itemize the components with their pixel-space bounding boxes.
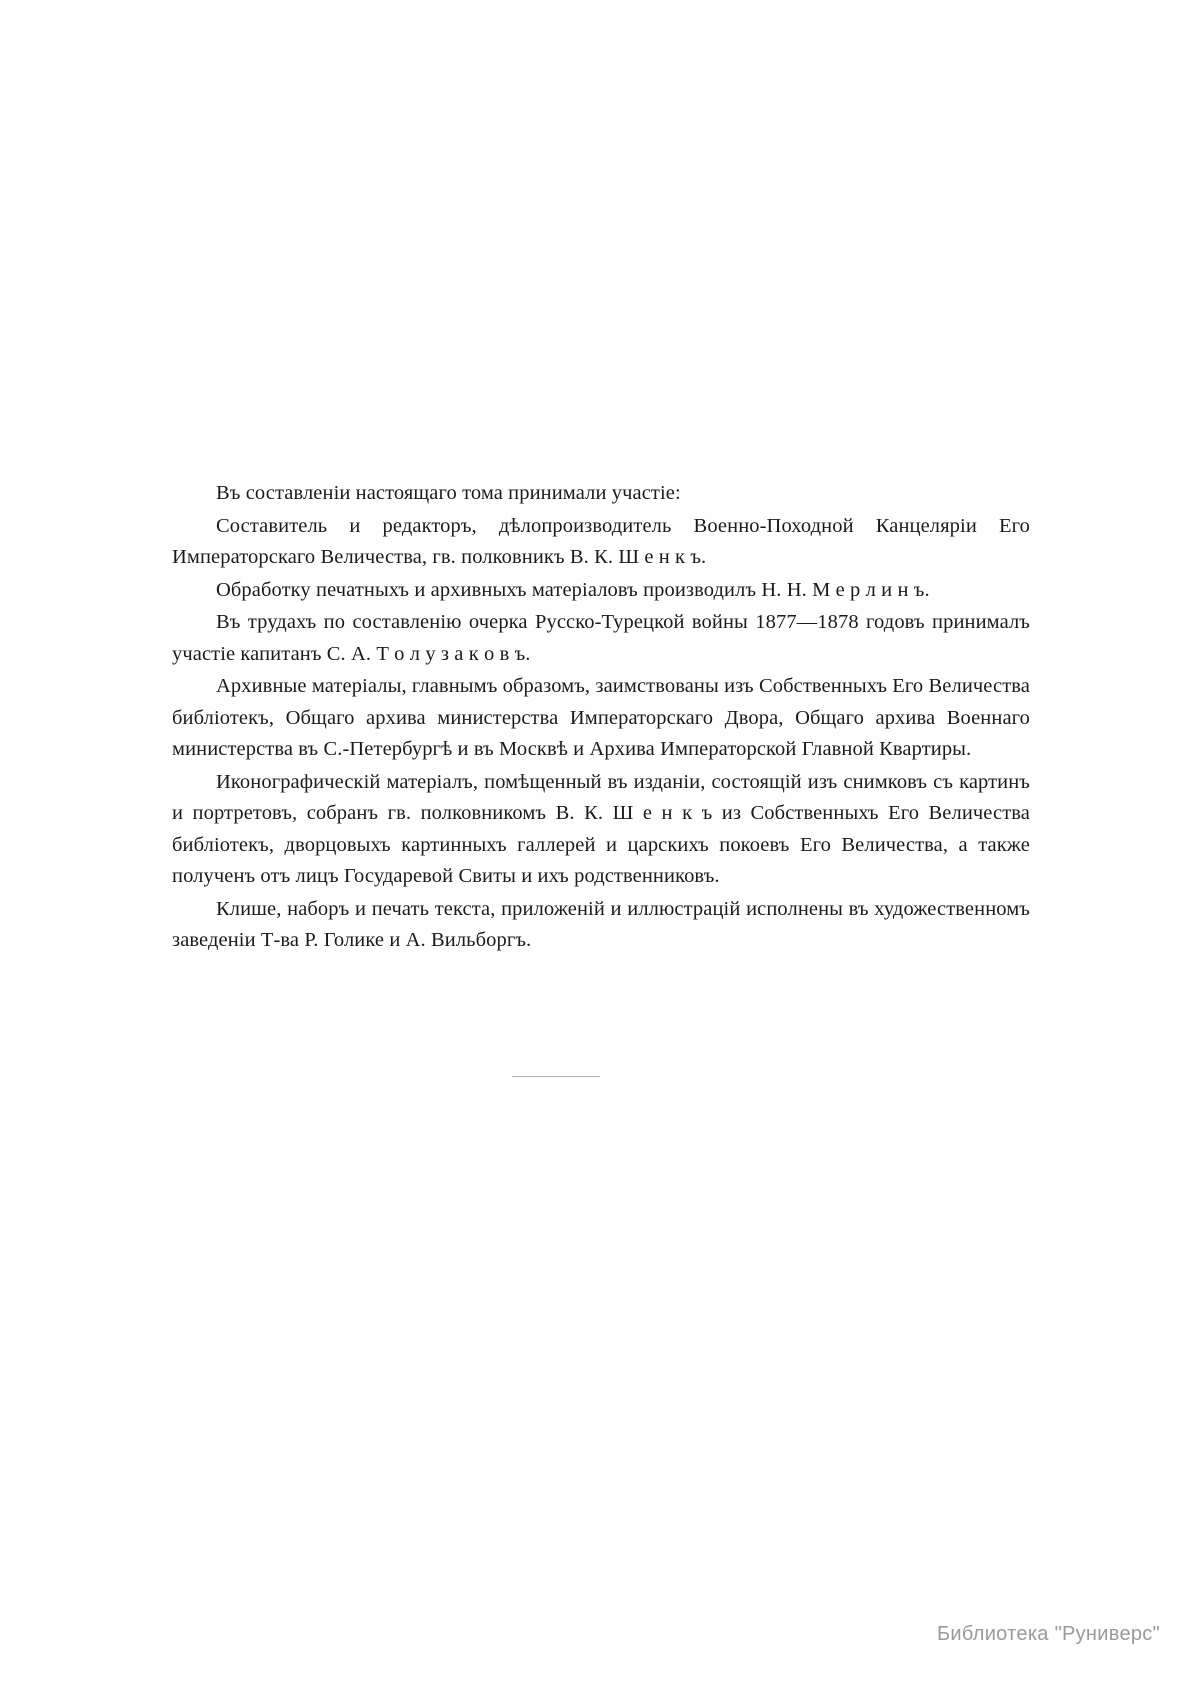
paragraph: Въ трудахъ по составленію очерка Русско-Турецкой войны 1877—1878 годовъ принималъ участіе капитанъ С. А. Т о л у з а к о в ъ.	[172, 611, 1030, 665]
paragraph: Клише, наборъ и печать текста, приложеній и иллюстрацій исполнены въ художественномъ заведеніи Т-ва Р. Голике и А. Вильборгъ.	[172, 897, 1030, 951]
body-text	[172, 478, 1030, 957]
paragraph: Иконографическій матеріалъ, помѣщенный въ изданіи, состоящій изъ снимковъ съ картинъ и портретовъ, собранъ гв. полковникомъ В. К. Ш е н к ъ из Собственныхъ Его Величества библіотекъ, дворцовыхъ картинныхъ галлерей и царскихъ покоевъ Его Величества, а также полученъ отъ лицъ Государевой Свиты и ихъ родственниковъ.	[172, 770, 1030, 887]
section-divider-rule	[512, 1076, 600, 1077]
library-watermark: Библиотека "Руниверс"	[936, 1623, 1160, 1645]
paragraph: Обработку печатныхъ и архивныхъ матеріаловъ производилъ Н. Н. М е р л и н ъ.	[216, 578, 930, 601]
paragraph: Составитель и редакторъ, дѣлопроизводитель Военно-Походной Канцеляріи Его Императорскаго Величества, гв. полковникъ В. К. Ш е н к ъ.	[172, 514, 1030, 568]
paragraph: Въ составленіи настоящаго тома принимали участіе:	[216, 482, 681, 504]
paragraph: Архивные матеріалы, главнымъ образомъ, заимствованы изъ Собственныхъ Его Величества библіотекъ, Общаго архива министерства Императорскаго Двора, Общаго архива Военнаго министерства въ С.-Петербургѣ и въ Москвѣ и Архива Императорской Главной Квартиры.	[172, 675, 1030, 760]
